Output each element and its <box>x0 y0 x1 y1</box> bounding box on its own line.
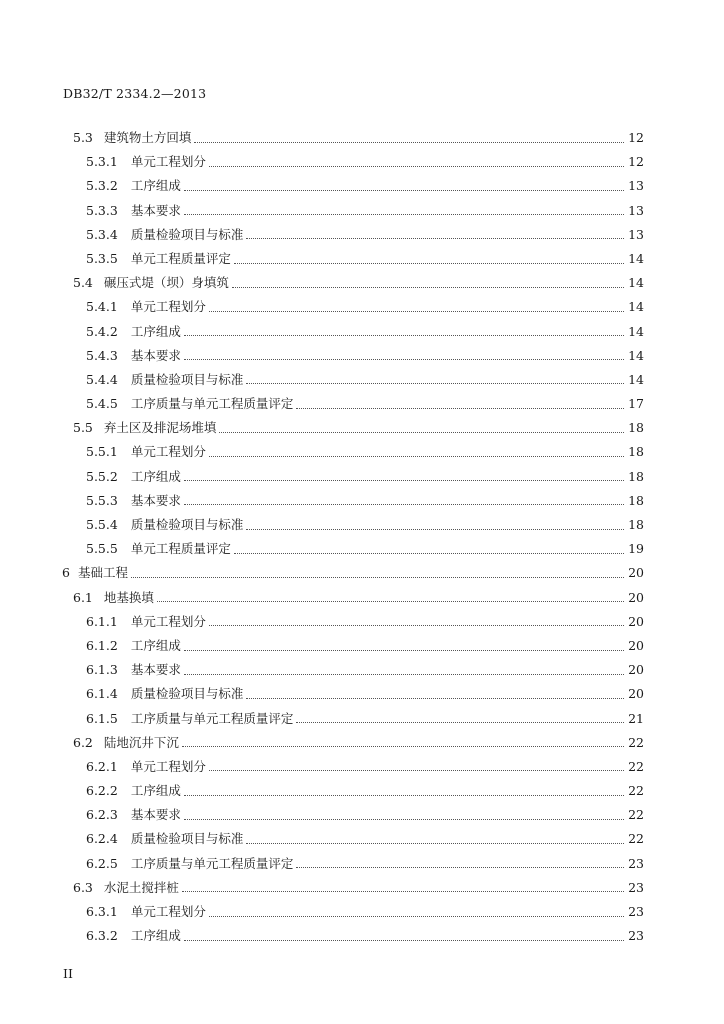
toc-entry[interactable] <box>0 368 724 392</box>
toc-entry-title: 工序组成 <box>130 468 181 484</box>
toc-entry-title: 单元工程划分 <box>130 444 206 460</box>
toc-entry-title: 质量检验项目与标准 <box>130 517 244 532</box>
toc-entry[interactable] <box>0 489 724 513</box>
standard-code: DB32/T 2334.2—2013 <box>63 86 207 101</box>
toc-leader-dots <box>209 770 624 771</box>
toc-leader-dots <box>296 722 624 723</box>
toc-entry-number: 5.4.1 <box>86 299 118 315</box>
toc-entry-number: 5.4.4 <box>86 371 118 387</box>
toc-entry[interactable] <box>0 126 724 150</box>
toc-entry-title: 单元工程划分 <box>130 904 206 919</box>
toc-entry[interactable] <box>0 537 724 561</box>
toc-entry-page: 20 <box>628 589 644 605</box>
toc-entry-page: 22 <box>628 807 644 823</box>
toc-entry[interactable] <box>0 755 724 779</box>
toc-entry[interactable] <box>0 465 724 489</box>
toc-entry-number: 6.2 <box>73 734 93 750</box>
toc-entry-title: 基本要求 <box>130 662 181 678</box>
toc-leader-dots <box>184 504 624 505</box>
toc-entry-page: 18 <box>628 517 644 532</box>
toc-leader-dots <box>296 867 624 868</box>
toc-entry-number: 6 <box>62 565 70 581</box>
toc-entry-number: 5.3 <box>73 130 93 145</box>
toc-entry-number: 5.3.4 <box>86 226 118 242</box>
toc-entry-title: 工序组成 <box>130 637 181 653</box>
toc-entry-page: 22 <box>628 831 644 847</box>
toc-leader-dots <box>246 238 624 239</box>
toc-entry-number: 6.1.1 <box>86 613 118 629</box>
toc-leader-dots <box>157 601 624 602</box>
toc-leader-dots <box>209 456 624 457</box>
toc-leader-dots <box>184 650 624 651</box>
toc-entry-number: 5.5.2 <box>86 468 118 484</box>
toc-leader-dots <box>232 287 624 288</box>
toc-entry-title: 单元工程质量评定 <box>130 250 231 266</box>
toc-leader-dots <box>131 577 624 578</box>
toc-entry-number: 5.4.2 <box>86 323 118 339</box>
toc-entry[interactable] <box>0 731 724 755</box>
toc-entry-page: 17 <box>628 396 644 412</box>
toc-leader-dots <box>209 311 624 312</box>
toc-leader-dots <box>246 529 624 530</box>
toc-entry-page: 18 <box>628 468 644 484</box>
toc-leader-dots <box>184 819 624 820</box>
toc-entry-title: 基本要求 <box>130 492 181 508</box>
toc-entry-number: 6.2.4 <box>86 831 118 847</box>
toc-leader-dots <box>209 166 624 167</box>
toc-entry-page: 18 <box>628 444 644 460</box>
toc-entry-page: 13 <box>628 226 644 242</box>
page-number: II <box>63 966 73 981</box>
toc-entry[interactable] <box>0 561 724 585</box>
toc-entry-page: 23 <box>628 928 644 944</box>
toc-entry-page: 20 <box>628 686 644 702</box>
toc-entry-number: 6.2.5 <box>86 855 118 871</box>
toc-entry[interactable] <box>0 900 724 924</box>
toc-leader-dots <box>209 625 624 626</box>
toc-entry[interactable] <box>0 320 724 344</box>
toc-entry[interactable] <box>0 199 724 223</box>
toc-leader-dots <box>234 553 624 554</box>
toc-entry-page: 20 <box>628 662 644 678</box>
toc-entry[interactable] <box>0 634 724 658</box>
toc-entry-title: 工序组成 <box>130 928 181 944</box>
toc-entry-number: 5.5.5 <box>86 541 118 557</box>
toc-entry-page: 20 <box>628 637 644 653</box>
toc-entry-page: 13 <box>628 202 644 218</box>
table-of-contents <box>0 126 724 948</box>
toc-entry-number: 6.1.2 <box>86 637 118 653</box>
toc-entry-title: 质量检验项目与标准 <box>130 226 244 242</box>
toc-leader-dots <box>184 359 624 360</box>
toc-entry[interactable] <box>0 803 724 827</box>
toc-entry-number: 6.3 <box>73 879 93 895</box>
toc-entry-title: 基本要求 <box>130 347 181 363</box>
toc-entry-page: 19 <box>628 541 644 557</box>
toc-entry-number: 5.5.3 <box>86 492 118 508</box>
toc-leader-dots <box>184 795 624 796</box>
toc-leader-dots <box>184 335 624 336</box>
toc-leader-dots <box>296 408 624 409</box>
toc-entry[interactable] <box>0 295 724 319</box>
toc-entry-page: 23 <box>628 879 644 895</box>
toc-entry-number: 5.3.5 <box>86 250 118 266</box>
toc-entry[interactable] <box>0 610 724 634</box>
toc-leader-dots <box>184 674 624 675</box>
toc-leader-dots <box>209 916 624 917</box>
toc-entry-page: 20 <box>628 565 644 581</box>
toc-entry-page: 14 <box>628 347 644 363</box>
toc-entry[interactable] <box>0 174 724 198</box>
toc-entry[interactable] <box>0 440 724 464</box>
toc-entry-page: 23 <box>628 855 644 871</box>
toc-entry-number: 6.3.1 <box>86 904 118 919</box>
toc-entry-title: 单元工程划分 <box>130 299 206 315</box>
toc-entry-page: 12 <box>628 154 644 170</box>
toc-leader-dots <box>184 190 624 191</box>
toc-entry-number: 5.4 <box>73 275 93 291</box>
toc-entry[interactable] <box>0 779 724 803</box>
toc-leader-dots <box>184 480 624 481</box>
toc-leader-dots <box>234 263 624 264</box>
toc-leader-dots <box>182 746 624 747</box>
toc-entry-number: 5.5.1 <box>86 444 118 460</box>
toc-leader-dots <box>184 940 624 941</box>
toc-entry[interactable] <box>0 271 724 295</box>
toc-entry-number: 6.1.4 <box>86 686 118 702</box>
toc-entry-number: 6.1.5 <box>86 710 118 726</box>
toc-entry-number: 6.2.2 <box>86 783 118 799</box>
toc-entry-number: 5.4.5 <box>86 396 118 412</box>
toc-entry-page: 14 <box>628 299 644 315</box>
toc-leader-dots <box>194 142 624 143</box>
toc-entry-page: 21 <box>628 710 644 726</box>
toc-entry-number: 6.1 <box>73 589 93 605</box>
toc-entry-title: 工序质量与单元工程质量评定 <box>130 396 294 412</box>
toc-entry-title: 质量检验项目与标准 <box>130 371 244 387</box>
toc-entry[interactable] <box>0 247 724 271</box>
toc-entry-page: 18 <box>628 420 644 436</box>
toc-entry-title: 陆地沉井下沉 <box>103 734 179 750</box>
toc-entry-number: 6.2.1 <box>86 758 118 774</box>
toc-entry-page: 22 <box>628 783 644 799</box>
toc-entry-title: 工序质量与单元工程质量评定 <box>130 710 294 726</box>
toc-entry-number: 5.3.3 <box>86 202 118 218</box>
toc-entry[interactable] <box>0 707 724 731</box>
toc-entry-number: 6.3.2 <box>86 928 118 944</box>
toc-entry-title: 弃土区及排泥场堆填 <box>103 420 217 436</box>
toc-entry-number: 5.5.4 <box>86 517 118 532</box>
toc-entry-page: 14 <box>628 275 644 291</box>
toc-entry[interactable] <box>0 852 724 876</box>
toc-entry-title: 工序组成 <box>130 783 181 799</box>
toc-entry-title: 碾压式堤（坝）身填筑 <box>103 275 229 291</box>
toc-entry-title: 水泥土搅拌桩 <box>103 879 179 895</box>
toc-entry-title: 基本要求 <box>130 807 181 823</box>
toc-leader-dots <box>246 698 624 699</box>
toc-entry-title: 工序质量与单元工程质量评定 <box>130 855 294 871</box>
toc-entry-title: 基础工程 <box>77 565 128 581</box>
toc-entry-title: 建筑物土方回填 <box>103 130 192 145</box>
toc-entry[interactable] <box>0 586 724 610</box>
toc-entry[interactable] <box>0 223 724 247</box>
toc-entry-number: 6.2.3 <box>86 807 118 823</box>
toc-entry[interactable] <box>0 392 724 416</box>
toc-entry-title: 单元工程划分 <box>130 154 206 170</box>
toc-entry-number: 5.4.3 <box>86 347 118 363</box>
toc-entry[interactable] <box>0 150 724 174</box>
toc-entry-title: 基本要求 <box>130 202 181 218</box>
toc-entry-page: 22 <box>628 758 644 774</box>
toc-entry-number: 5.5 <box>73 420 93 436</box>
toc-leader-dots <box>184 214 624 215</box>
toc-entry[interactable] <box>0 682 724 706</box>
toc-entry-page: 14 <box>628 371 644 387</box>
toc-entry-title: 单元工程划分 <box>130 613 206 629</box>
page-footer <box>63 966 73 981</box>
toc-leader-dots <box>246 843 624 844</box>
toc-entry-page: 13 <box>628 178 644 194</box>
toc-entry[interactable] <box>0 827 724 851</box>
toc-entry-page: 14 <box>628 323 644 339</box>
toc-leader-dots <box>246 383 624 384</box>
toc-entry-title: 工序组成 <box>130 323 181 339</box>
toc-entry[interactable] <box>0 924 724 948</box>
toc-entry-title: 单元工程划分 <box>130 758 206 774</box>
toc-entry-number: 5.3.1 <box>86 154 118 170</box>
toc-entry-title: 质量检验项目与标准 <box>130 831 244 847</box>
toc-entry-page: 12 <box>628 130 644 145</box>
toc-entry-page: 22 <box>628 734 644 750</box>
toc-entry[interactable] <box>0 876 724 900</box>
toc-entry[interactable] <box>0 658 724 682</box>
toc-entry-page: 23 <box>628 904 644 919</box>
toc-entry-number: 6.1.3 <box>86 662 118 678</box>
toc-entry-title: 质量检验项目与标准 <box>130 686 244 702</box>
toc-entry-page: 14 <box>628 250 644 266</box>
toc-entry-title: 工序组成 <box>130 178 181 194</box>
toc-entry-page: 20 <box>628 613 644 629</box>
toc-entry[interactable] <box>0 513 724 537</box>
toc-entry-page: 18 <box>628 492 644 508</box>
toc-entry-number: 5.3.2 <box>86 178 118 194</box>
document-header <box>63 86 206 101</box>
toc-leader-dots <box>182 891 624 892</box>
toc-entry[interactable] <box>0 416 724 440</box>
toc-leader-dots <box>219 432 624 433</box>
toc-entry[interactable] <box>0 344 724 368</box>
toc-entry-title: 单元工程质量评定 <box>130 541 231 557</box>
toc-entry-title: 地基换填 <box>103 589 154 605</box>
